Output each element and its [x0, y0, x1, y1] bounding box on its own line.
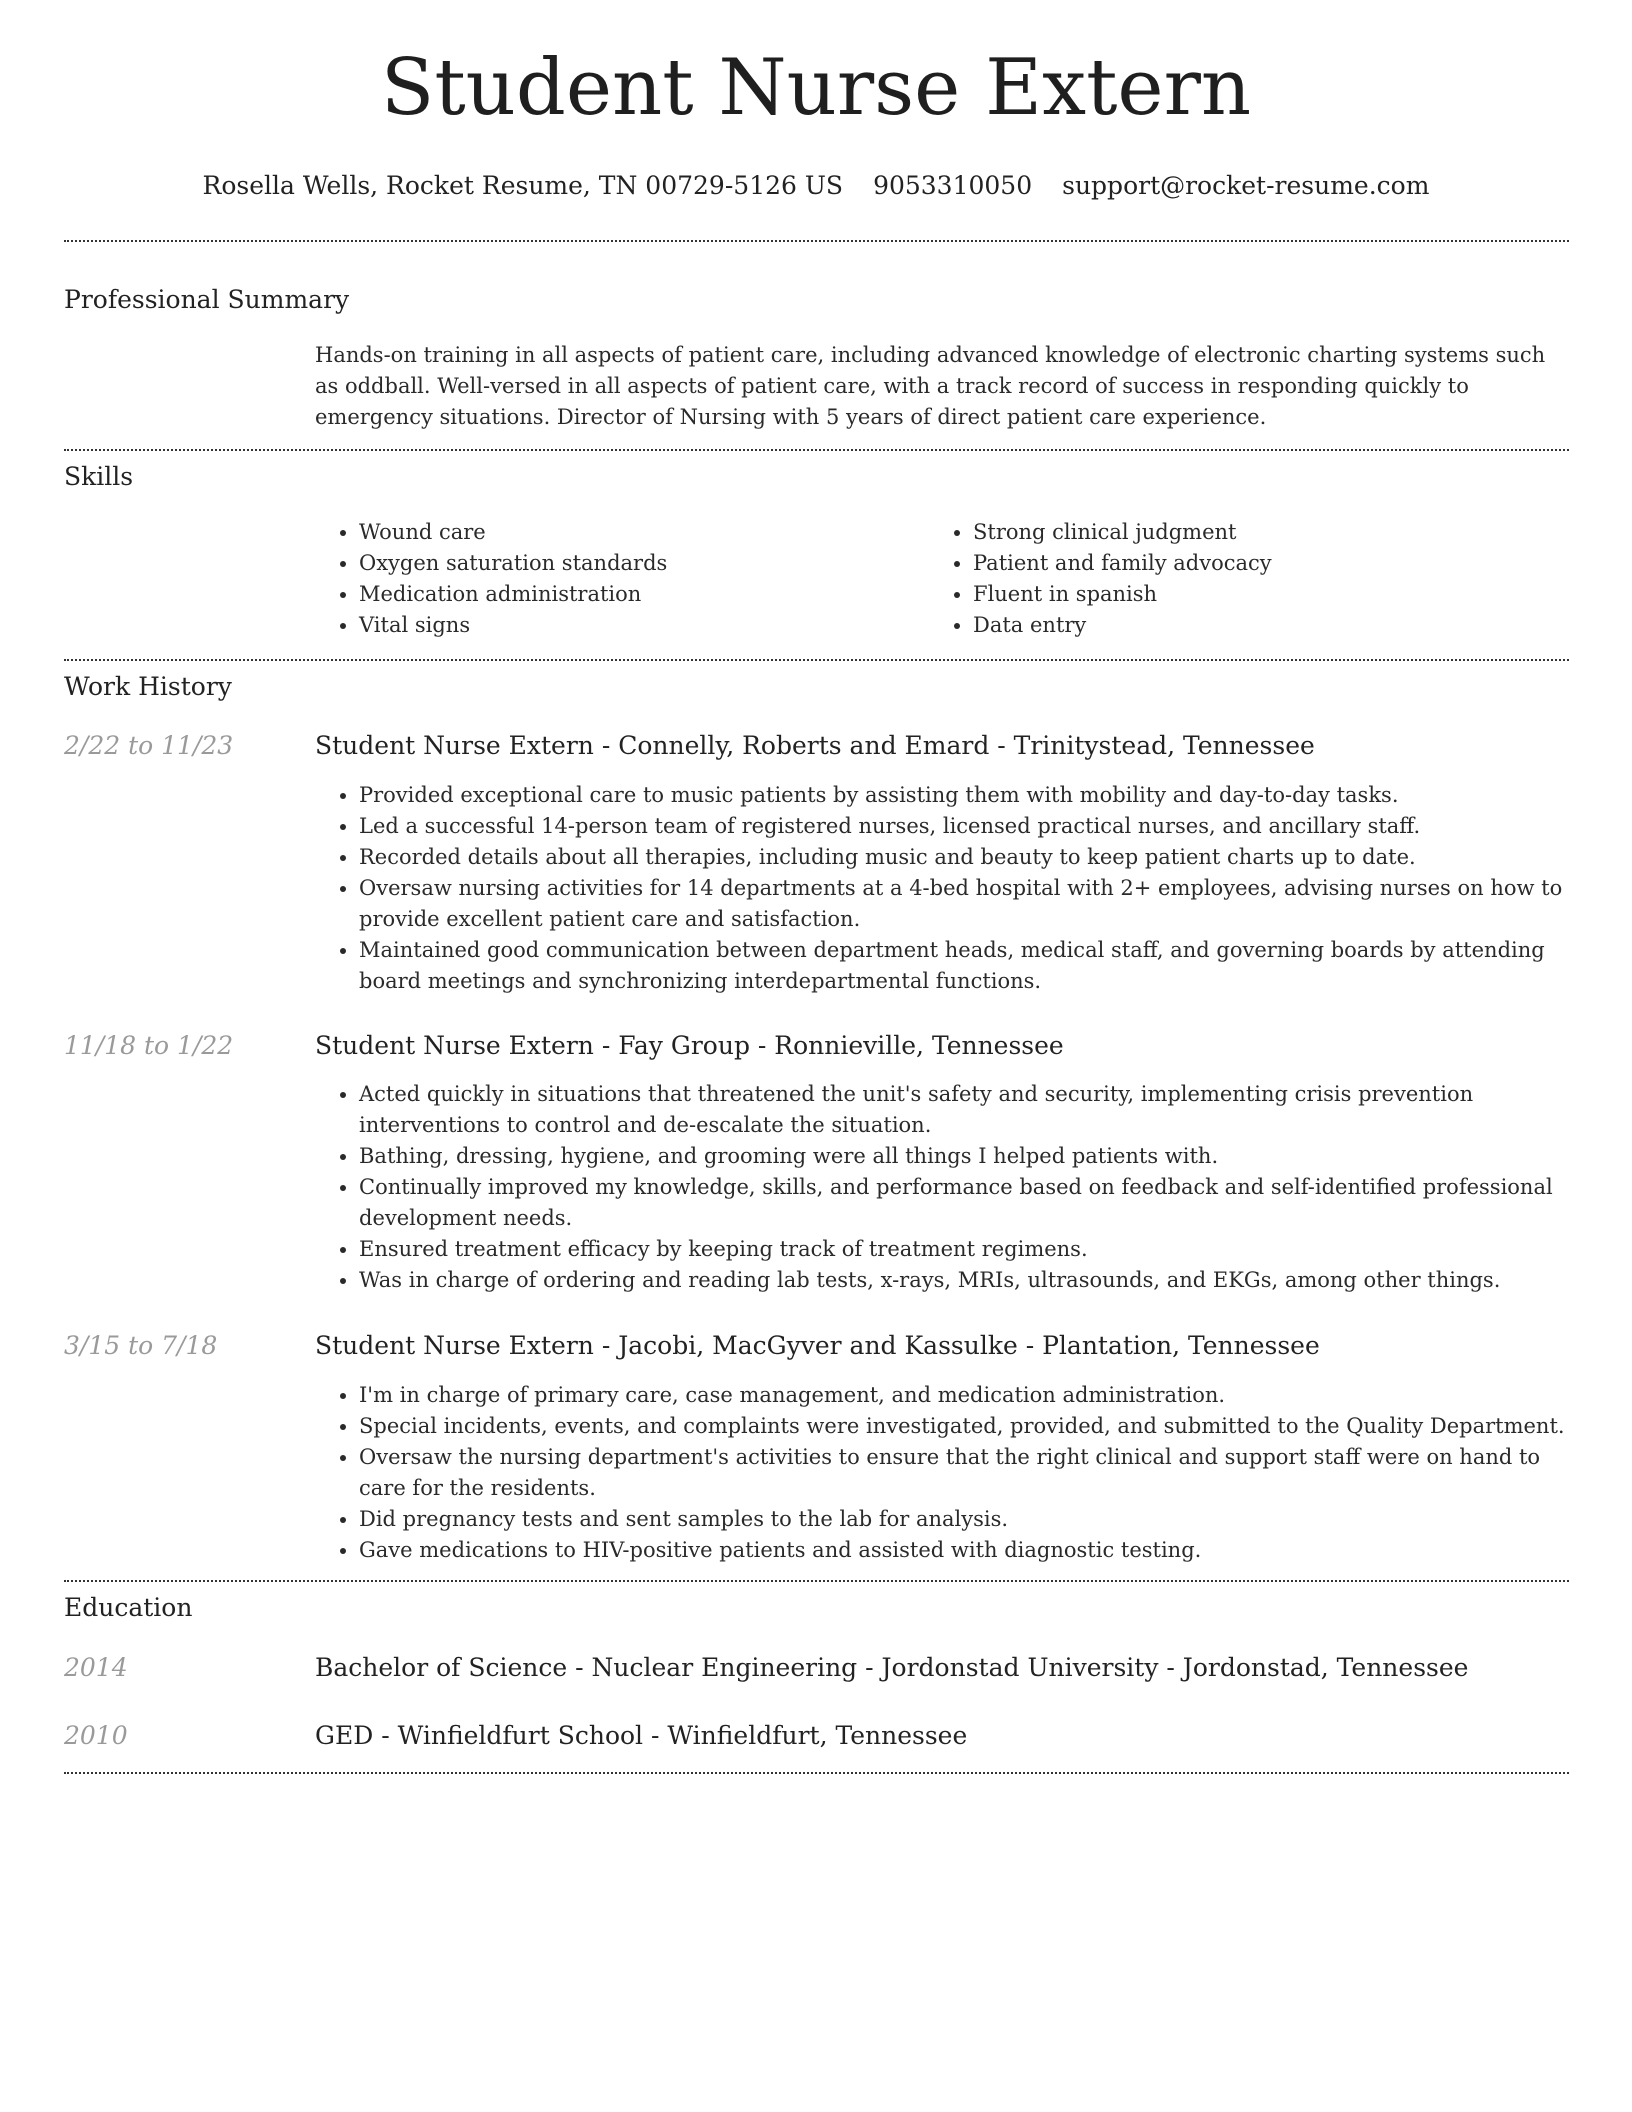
divider: [64, 1580, 1569, 1582]
skill-item: • Wound care: [359, 517, 895, 548]
divider: [64, 1772, 1569, 1774]
summary-text: Hands-on training in all aspects of patient care, including advanced knowledge of electronic charting systems such as oddball. Well-versed in all aspects of patient care, with a track record of success in responding quickly to emergency situations. Director of Nursing with 5 years of direct patient care experience.: [315, 343, 1546, 429]
job-bullet: • Did pregnancy tests and sent samples to the lab for analysis.: [359, 1504, 1572, 1535]
divider: [64, 240, 1569, 242]
skill-item: • Vital signs: [359, 610, 895, 641]
skills-heading: Skills: [64, 462, 134, 491]
job-bullet: • Continually improved my knowledge, skills, and performance based on feedback and self-identified professional development needs.: [359, 1172, 1572, 1234]
education-year: 2010: [64, 1721, 128, 1750]
job-bullet: • Led a successful 14-person team of registered nurses, licensed practical nurses, and ancillary staff.: [359, 811, 1572, 842]
job-bullet: • Provided exceptional care to music patients by assisting them with mobility and day-to-day tasks.: [359, 780, 1572, 811]
education-heading: Education: [64, 1593, 193, 1622]
resume-title: Student Nurse Extern: [380, 43, 1252, 133]
job-bullet: • Special incidents, events, and complaints were investigated, provided, and submitted to the Quality Department.: [359, 1411, 1572, 1442]
job-bullet: • Gave medications to HIV-positive patients and assisted with diagnostic testing.: [359, 1535, 1572, 1566]
job-bullets: [315, 1380, 1572, 1566]
job-bullet: • Oversaw nursing activities for 14 departments at a 4-bed hospital with 2+ employees, advising nurses on how to provide excellent patient care and satisfaction.: [359, 873, 1572, 935]
divider: [64, 659, 1569, 661]
skill-item: • Medication administration: [359, 579, 895, 610]
contact-email: support@rocket-resume.com: [1062, 171, 1430, 200]
job-bullet: • Oversaw the nursing department's activities to ensure that the right clinical and support staff were on hand to care for the residents.: [359, 1442, 1572, 1504]
divider: [64, 449, 1569, 451]
skill-item: • Patient and family advocacy: [973, 548, 1509, 579]
job-title: Student Nurse Extern - Connelly, Roberts and Emard - Trinitystead, Tennessee: [315, 731, 1315, 760]
job-dates: 2/22 to 11/23: [64, 731, 234, 760]
skill-item: • Strong clinical judgment: [973, 517, 1509, 548]
skill-item: • Oxygen saturation standards: [359, 548, 895, 579]
work-history-heading: Work History: [64, 672, 232, 701]
education-title: Bachelor of Science - Nuclear Engineering - Jordonstad University - Jordonstad, Tennessee: [315, 1653, 1469, 1682]
job-bullet: • Maintained good communication between department heads, medical staff, and governing boards by attending board meetings and synchronizing interdepartmental functions.: [359, 935, 1572, 997]
job-bullet: • I'm in charge of primary care, case management, and medication administration.: [359, 1380, 1572, 1411]
job-title: Student Nurse Extern - Fay Group - Ronnieville, Tennessee: [315, 1031, 1064, 1060]
job-bullet: • Recorded details about all therapies, including music and beauty to keep patient charts up to date.: [359, 842, 1572, 873]
skill-item: • Fluent in spanish: [973, 579, 1509, 610]
contact-address: Rosella Wells, Rocket Resume, TN 00729-5126 US: [202, 171, 844, 200]
job-dates: 11/18 to 1/22: [64, 1031, 234, 1060]
contact-phone: 9053310050: [873, 171, 1033, 200]
skills-right-column: [929, 517, 1509, 641]
summary-heading: Professional Summary: [64, 285, 350, 314]
job-title: Student Nurse Extern - Jacobi, MacGyver and Kassulke - Plantation, Tennessee: [315, 1331, 1320, 1360]
education-title: GED - Winfieldfurt School - Winfieldfurt, Tennessee: [315, 1721, 968, 1750]
job-dates: 3/15 to 7/18: [64, 1331, 218, 1360]
contact-line: [0, 170, 1632, 203]
job-bullets: [315, 780, 1572, 997]
skill-item: • Data entry: [973, 610, 1509, 641]
education-year: 2014: [64, 1653, 128, 1682]
skills-left-column: [315, 517, 895, 641]
job-bullets: [315, 1079, 1572, 1296]
job-bullet: • Bathing, dressing, hygiene, and grooming were all things I helped patients with.: [359, 1141, 1572, 1172]
job-bullet: • Acted quickly in situations that threatened the unit's safety and security, implementing crisis prevention interventions to control and de-escalate the situation.: [359, 1079, 1572, 1141]
job-bullet: • Was in charge of ordering and reading lab tests, x-rays, MRIs, ultrasounds, and EKGs, among other things.: [359, 1265, 1572, 1296]
job-bullet: • Ensured treatment efficacy by keeping track of treatment regimens.: [359, 1234, 1572, 1265]
